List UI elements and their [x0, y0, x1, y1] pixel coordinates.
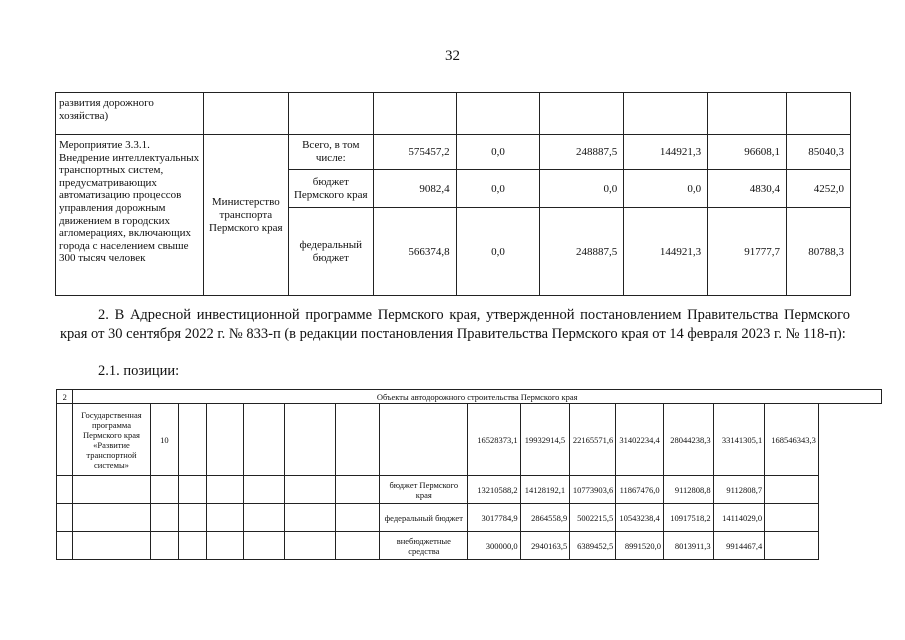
row-number-cell: 2 — [57, 390, 73, 404]
paragraph: 2. В Адресной инвестиционной программе Пермского края, утвержденной постановлением Правительства Пермского края от 30 сентября 2022 г. № 833-п (в редакции постановления Правительства Пермского края от 14 февраля 2023 г. № 118-п): — [60, 307, 850, 342]
value-cell: 8013911,3 — [664, 532, 714, 560]
page-number: 32 — [445, 48, 460, 64]
measure-name-cell: Мероприятие 3.3.1. Внедрение интеллектуальных транспортных систем, предусматривающих автоматизацию процессов управления дорожным движением в городских агломерациях, включающих города с населением свыше 300 тысяч человек — [56, 135, 204, 296]
value-cell: 16528373,1 — [468, 404, 520, 476]
value-cell: 0,0 — [540, 170, 624, 208]
source-label-cell: внебюджетные средства — [380, 532, 468, 560]
executor-cell: Министерство транспорта Пермского края — [203, 135, 288, 296]
value-cell: 4252,0 — [787, 170, 851, 208]
source-label-cell: федеральный бюджет — [288, 208, 373, 296]
value-cell: 10543238,4 — [616, 504, 664, 532]
program-name-cell: Государственная программа Пермского края «Развитие транспортной системы» — [73, 404, 150, 476]
value-cell: 144921,3 — [624, 135, 708, 170]
table-row — [57, 504, 882, 532]
value-cell: 3017784,9 — [468, 504, 520, 532]
value-cell: 31402234,4 — [616, 404, 664, 476]
section-header-cell: Объекты автодорожного строительства Пермского края — [73, 390, 882, 404]
financing-table — [55, 92, 851, 296]
value-cell: 0,0 — [456, 135, 540, 170]
value-cell: 300000,0 — [468, 532, 520, 560]
table-row — [56, 135, 851, 170]
value-cell: 248887,5 — [540, 208, 624, 296]
value-cell: 566374,8 — [373, 208, 456, 296]
table-row — [57, 476, 882, 504]
value-cell: 0,0 — [624, 170, 708, 208]
table-row — [57, 390, 882, 404]
value-cell: 0,0 — [456, 170, 540, 208]
table-row — [56, 93, 851, 135]
value-cell: 6389452,5 — [570, 532, 616, 560]
investment-table — [56, 389, 882, 560]
value-cell: 0,0 — [456, 208, 540, 296]
value-cell: 85040,3 — [787, 135, 851, 170]
value-cell: 168546343,3 — [765, 404, 819, 476]
value-cell: 22165571,6 — [570, 404, 616, 476]
value-cell: 8991520,0 — [616, 532, 664, 560]
value-cell: 9082,4 — [373, 170, 456, 208]
value-cell: 10773903,6 — [570, 476, 616, 504]
value-cell: 80788,3 — [787, 208, 851, 296]
value-cell: 10917518,2 — [664, 504, 714, 532]
value-cell: 14114029,0 — [713, 504, 765, 532]
value-cell: 144921,3 — [624, 208, 708, 296]
paragraph: 2.1. позиции: — [98, 363, 180, 379]
program-code-cell: 10 — [150, 404, 179, 476]
value-cell: 14128192,1 — [520, 476, 570, 504]
value-cell: 19932914,5 — [520, 404, 570, 476]
source-label-cell: бюджет Пермского края — [288, 170, 373, 208]
value-cell: 575457,2 — [373, 135, 456, 170]
source-label-cell: федеральный бюджет — [380, 504, 468, 532]
value-cell: 91777,7 — [708, 208, 787, 296]
value-cell: 28044238,3 — [664, 404, 714, 476]
value-cell: 9914467,4 — [713, 532, 765, 560]
value-cell: 11867476,0 — [616, 476, 664, 504]
value-cell: 5002215,5 — [570, 504, 616, 532]
value-cell: 9112808,8 — [664, 476, 714, 504]
value-cell: 9112808,7 — [713, 476, 765, 504]
value-cell: 13210588,2 — [468, 476, 520, 504]
table-row — [57, 532, 882, 560]
value-cell: 2864558,9 — [520, 504, 570, 532]
source-label-cell: бюджет Пермского края — [380, 476, 468, 504]
continued-name-cell: развития дорожного хозяйства) — [56, 93, 204, 135]
value-cell: 4830,4 — [708, 170, 787, 208]
table-row — [57, 404, 882, 476]
source-label-cell: Всего, в том числе: — [288, 135, 373, 170]
value-cell: 248887,5 — [540, 135, 624, 170]
value-cell: 2940163,5 — [520, 532, 570, 560]
value-cell: 33141305,1 — [713, 404, 765, 476]
value-cell: 96608,1 — [708, 135, 787, 170]
